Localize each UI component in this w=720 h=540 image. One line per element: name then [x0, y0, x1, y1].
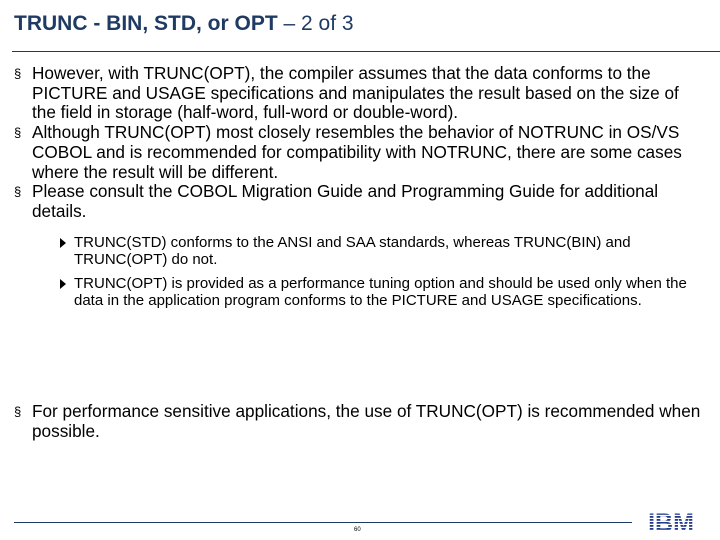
bullet-item: [14, 402, 704, 441]
sub-bullet-text: TRUNC(OPT) is provided as a performance tuning option and should be used only when the data in the application program conforms to the PICTURE and USAGE specifications.: [74, 274, 687, 310]
triangle-bullet-icon: [60, 238, 66, 248]
slide-title-part: 2 of 3: [301, 12, 354, 35]
bullet-text: Please consult the COBOL Migration Guide and Programming Guide for additional details.: [32, 181, 659, 221]
slide-title-main: TRUNC - BIN, STD, or OPT: [14, 12, 278, 35]
bullet-item: [14, 123, 704, 182]
bullet-marker-icon: §: [14, 66, 22, 81]
slide-title-separator: –: [277, 12, 302, 35]
bullet-marker-icon: §: [14, 125, 22, 141]
footer-divider: [14, 522, 632, 523]
bullet-marker-icon: §: [14, 404, 22, 419]
page-number: 60: [354, 527, 361, 533]
bullet-marker-icon: §: [14, 184, 22, 200]
bullet-item: [14, 64, 704, 123]
ibm-logo: [638, 508, 704, 536]
sub-bullet-list: [60, 234, 704, 310]
bullet-text: However, with TRUNC(OPT), the compiler assumes that the data conforms to the PICTURE and USAGE specifications and manipulates the result based on the size of the field in storage (half-word, full-word or double-word).: [32, 63, 679, 123]
bullet-text: Although TRUNC(OPT) most closely resembles the behavior of NOTRUNC in OS/VS COBOL and is recommended for compatibility with NOTRUNC, there are some cases where the result will be different.: [32, 122, 682, 182]
ibm-logo-icon: [640, 510, 702, 534]
sub-bullet-item: [60, 275, 704, 310]
bullet-item: [14, 182, 704, 221]
title-divider: [12, 51, 720, 52]
final-bullet-list: [14, 402, 704, 441]
slide-title: [14, 12, 354, 36]
bullet-text: For performance sensitive applications, the use of TRUNC(OPT) is recommended when possible.: [32, 401, 701, 441]
sub-bullet-text: TRUNC(STD) conforms to the ANSI and SAA standards, whereas TRUNC(BIN) and TRUNC(OPT) do not.: [74, 233, 631, 269]
bullet-list: [14, 64, 704, 316]
triangle-bullet-icon: [60, 279, 66, 289]
sub-bullet-item: [60, 234, 704, 269]
